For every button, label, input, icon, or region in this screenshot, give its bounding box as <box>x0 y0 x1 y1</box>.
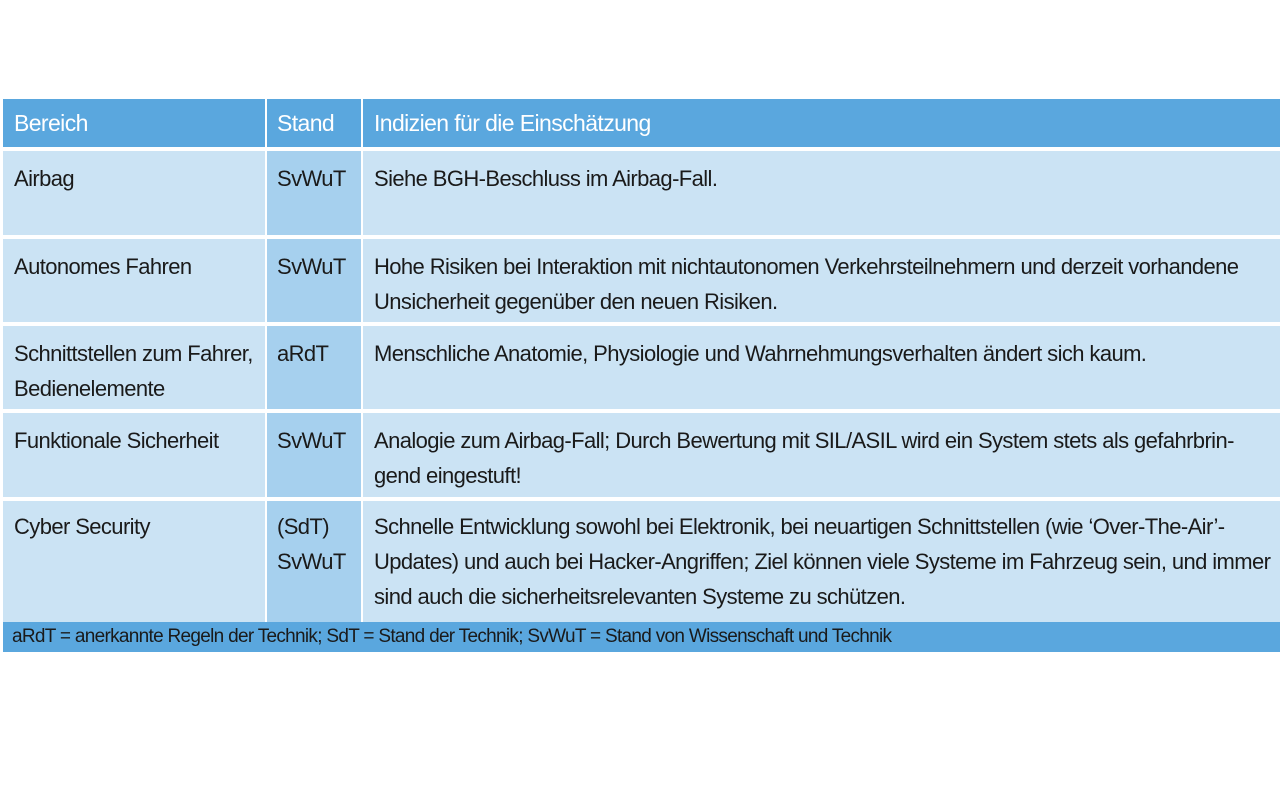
cell-text: SvWuT <box>277 166 346 191</box>
header-bereich: Bereich <box>3 99 267 147</box>
cell-bereich <box>3 151 267 235</box>
table-row <box>3 326 1280 413</box>
cell-text: Analogie zum Airbag-Fall; Durch Bewertung mit SIL/ASIL wird ein System stets als gefahrbrin- <box>374 428 1234 453</box>
cell-bereich <box>3 326 267 409</box>
cell-text: Schnelle Entwicklung sowohl bei Elektronik, bei neuartigen Schnittstellen (wie ‘Over-The-Air’- <box>374 514 1225 539</box>
cell-text: Funktionale Sicherheit <box>14 428 219 453</box>
table-row <box>3 239 1280 326</box>
cell-text: SvWuT <box>277 254 346 279</box>
cell-text: Autonomes Fahren <box>14 254 192 279</box>
table-row <box>3 501 1280 622</box>
cell-text: SvWuT <box>277 549 346 574</box>
cell-text: Schnittstellen zum Fahrer, <box>14 341 253 366</box>
cell-text: aRdT <box>277 341 329 366</box>
cell-indizien <box>363 501 1280 622</box>
table-row <box>3 413 1280 501</box>
cell-text: Hohe Risiken bei Interaktion mit nichtautonomen Verkehrsteilnehmern und derzeit vorhandene <box>374 254 1239 279</box>
cell-indizien <box>363 413 1280 497</box>
cell-bereich <box>3 239 267 322</box>
cell-bereich <box>3 501 267 622</box>
header-indizien: Indizien für die Einschätzung <box>363 99 1280 147</box>
cell-indizien <box>363 326 1280 409</box>
table-legend: aRdT = anerkannte Regeln der Technik; SdT = Stand der Technik; SvWuT = Stand von Wissenschaft und Technik <box>3 622 1280 652</box>
table-row <box>3 151 1280 239</box>
cell-stand <box>267 239 363 322</box>
cell-text: Menschliche Anatomie, Physiologie und Wahrnehmungsverhalten ändert sich kaum. <box>374 341 1147 366</box>
cell-text: (SdT) <box>277 514 330 539</box>
cell-text: Bedienelemente <box>14 376 165 401</box>
comparison-table <box>3 99 1280 652</box>
cell-bereich <box>3 413 267 497</box>
cell-text: Airbag <box>14 166 74 191</box>
cell-text: Updates) und auch bei Hacker-Angriffen; Ziel können viele Systeme im Fahrzeug sein, und immer <box>374 549 1271 574</box>
cell-text: Cyber Security <box>14 514 150 539</box>
table-header-row <box>3 99 1280 151</box>
cell-text: SvWuT <box>277 428 346 453</box>
cell-stand <box>267 151 363 235</box>
cell-text: Unsicherheit gegenüber den neuen Risiken. <box>374 289 778 314</box>
cell-text: gend eingestuft! <box>374 463 521 488</box>
cell-indizien <box>363 239 1280 322</box>
cell-stand <box>267 413 363 497</box>
cell-stand <box>267 326 363 409</box>
header-stand: Stand <box>267 99 363 147</box>
cell-stand <box>267 501 363 622</box>
cell-text: Siehe BGH-Beschluss im Airbag-Fall. <box>374 166 718 191</box>
cell-text: sind auch die sicherheitsrelevanten Systeme zu schützen. <box>374 584 906 609</box>
cell-indizien <box>363 151 1280 235</box>
